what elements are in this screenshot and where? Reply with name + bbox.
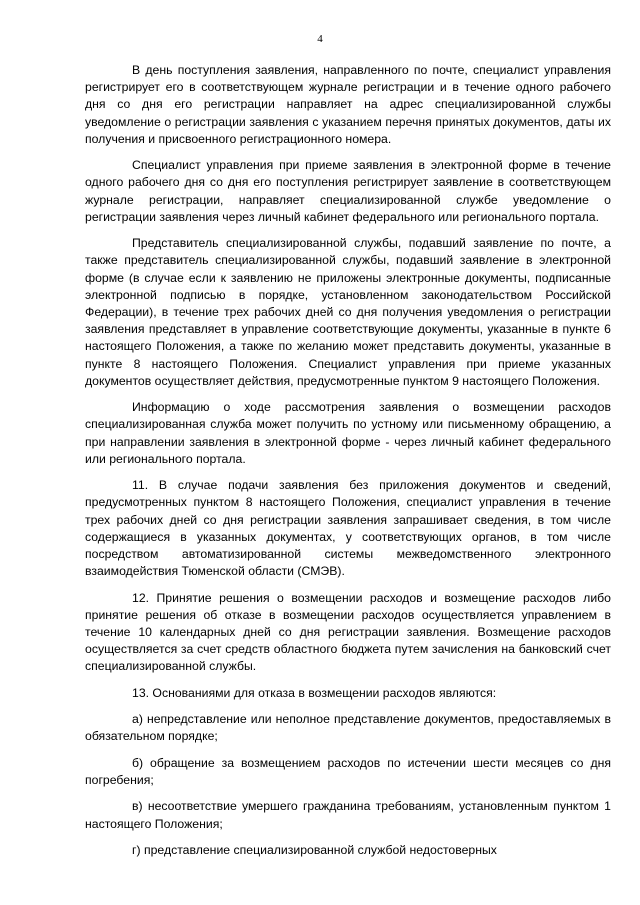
paragraph-item-12: 12. Принятие решения о возмещении расходов и возмещение расходов либо принятие решения об отказе в возмещении расходов осуществляется управлением в течение 10 календарных дней со дня регистрации заявления. Возмещение расходов осуществляется за счет средств областного бюджета путем зачисления на банковский счет специализированной службы.: [85, 590, 611, 674]
paragraph-item-13-b: б) обращение за возмещением расходов по истечении шести месяцев со дня погребения;: [85, 755, 611, 788]
paragraph-item-13-c: в) несоответствие умершего гражданина требованиям, установленным пунктом 1 настоящего Положения;: [85, 799, 611, 831]
paragraph-representative-documents: Представитель специализированной службы, подавший заявление по почте, а также представитель специализированной службы, подавший заявление в электронной форме (в случае если к заявлению не приложены электронные документы, подписанные электронной подписью в порядке, установленном законодательством Российской Федерации), в течение трех рабочих дней со дня получения уведомления о регистрации заявления представляет в управление соответствующие документы, указанные в пункте 6 настоящего Положения, а также по желанию может представить документы, указанные в пункте 8 настоящего Положения. Специалист управления при приеме указанных документов осуществляет действия, предусмотренные пунктом 9 настоящего Положения.: [85, 236, 611, 388]
paragraph-item-13: 13. Основаниями для отказа в возмещении расходов являются:: [132, 685, 497, 700]
document-body: [85, 62, 611, 868]
paragraph-postal-registration: В день поступления заявления, направленного по почте, специалист управления регистрирует его в соответствующем журнале регистрации и в течение одного рабочего дня со дня его регистрации направляет на адрес специализированной службы уведомление о регистрации заявления с указанием перечня принятых документов, даты их получения и присвоенного регистрационного номера.: [85, 63, 611, 146]
paragraph-electronic-registration: Специалист управления при приеме заявления в электронной форме в течение одного рабочего дня со дня его поступления регистрирует заявление в соответствующем журнале регистрации, направляет специализированной службе уведомление о регистрации заявления через личный кабинет федерального или регионального портала.: [85, 158, 611, 224]
paragraph-item-13-a: а) непредставление или неполное представление документов, предоставляемых в обязательном порядке;: [85, 712, 611, 744]
paragraph-item-13-d: г) представление специализированной службой недостоверных: [132, 843, 497, 857]
page-number: 4: [317, 33, 323, 45]
paragraph-status-information: Информацию о ходе рассмотрения заявления о возмещении расходов специализированная служба может получить по устному или письменному обращению, а при направлении заявления в электронной форме - через личный кабинет федерального или регионального портала.: [85, 400, 611, 466]
paragraph-item-11: 11. В случае подачи заявления без приложения документов и сведений, предусмотренных пунктом 8 настоящего Положения, специалист управления в течение трех рабочих дней со дня регистрации заявления запрашивает сведения, в том числе содержащиеся в указанных документах, у соответствующих органов, в том числе посредством автоматизированной системы межведомственного электронного взаимодействия Тюменской области (СМЭВ).: [85, 478, 611, 579]
